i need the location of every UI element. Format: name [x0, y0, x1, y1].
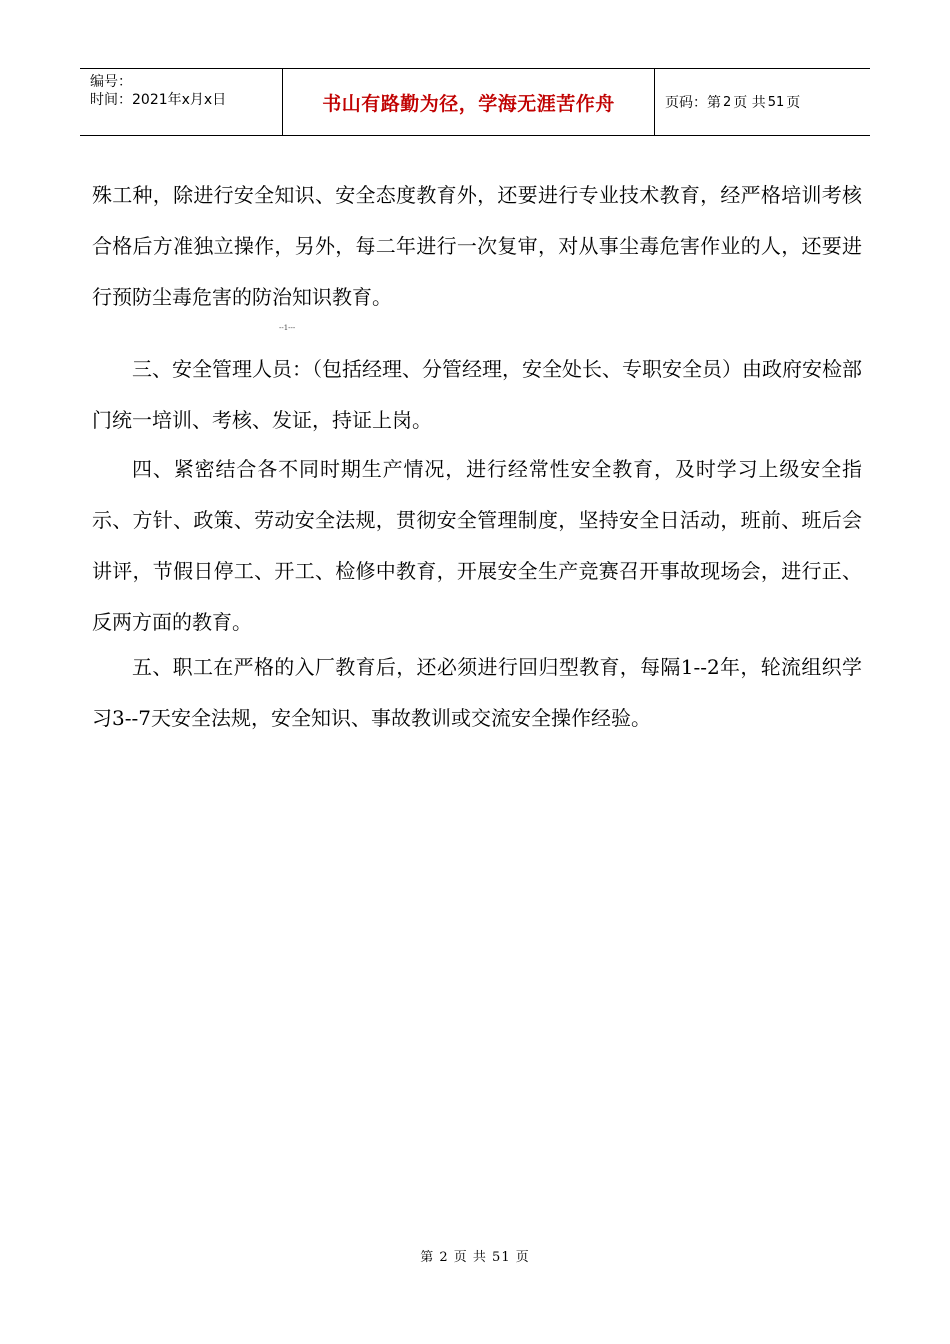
- paragraph-5: 五、职工在严格的入厂教育后，还必须进行回归型教育，每隔1--2年，轮流组织学习3--7天安全法规，安全知识、事故教训或交流安全操作经验。: [92, 655, 862, 730]
- date-label: 时间：2021年x月x日: [90, 92, 227, 108]
- serial-label: 编号：: [90, 74, 132, 90]
- header-table: [80, 68, 870, 136]
- paragraph-4: 四、紧密结合各不同时期生产情况，进行经常性安全教育，及时学习上级安全指示、方针、政策、劳动安全法规，贯彻安全管理制度，坚持安全日活动，班前、班后会讲评，节假日停工、开工、检修中教育，开展安全生产竞赛召开事故现场会，进行正、反两方面的教育。: [92, 457, 862, 634]
- header-page-info: [655, 69, 870, 135]
- page-prefix: 页码：第: [665, 95, 721, 111]
- paragraph-continued: 殊工种，除进行安全知识、安全态度教育外，还要进行专业技术教育，经严格培训考核合格后方准独立操作，另外，每二年进行一次复审，对从事尘毒危害作业的人，还要进行预防尘毒危害的防治知识教育。: [92, 183, 862, 309]
- page-marker: --1---: [279, 324, 296, 332]
- page-current: 2: [723, 94, 732, 110]
- page-mid: 页 共: [733, 95, 766, 111]
- page-footer: 第 2 页 共 51 页: [420, 1250, 530, 1265]
- paragraph-3: 三、安全管理人员：（包括经理、分管经理，安全处长、专职安全员）由政府安检部门统一培训、考核、发证，持证上岗。: [92, 357, 862, 432]
- page-total: 51: [767, 94, 785, 110]
- page-suffix: 页: [786, 95, 801, 111]
- header-motto: 书山有路勤为径，学海无涯苦作舟: [282, 69, 655, 135]
- header-meta: [80, 69, 282, 135]
